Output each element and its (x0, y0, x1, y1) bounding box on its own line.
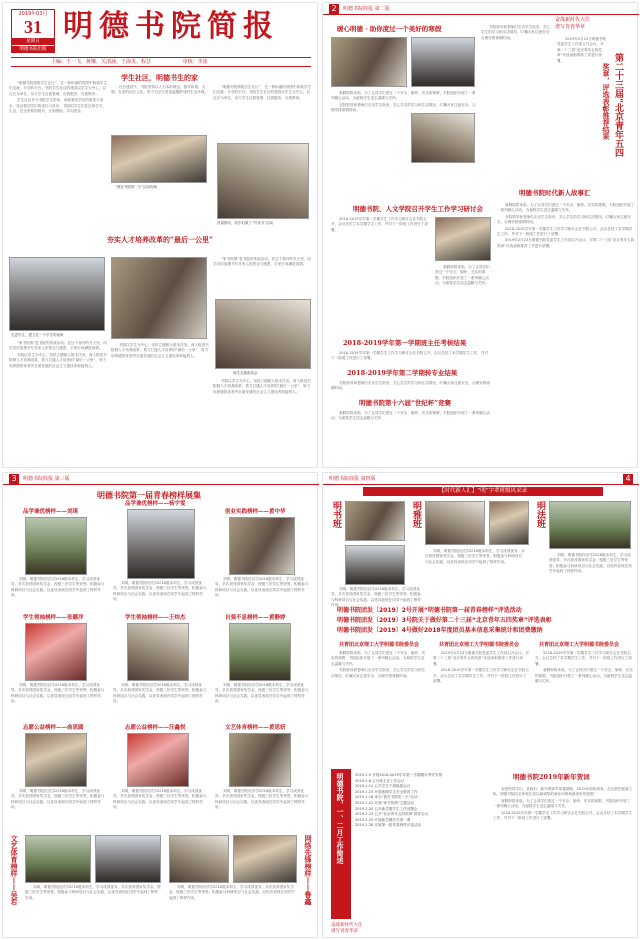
award-body (11, 577, 107, 609)
running-header (3, 473, 319, 485)
article5-body (331, 411, 493, 461)
paragraph: 寒假即将来临，为了让同学们度过一个安全、愉快、充实的寒假，书院组织开展了一系列暖心活动，为留校学生送去温暖与关怀。 (435, 265, 490, 286)
paragraph: 刘琪，明德书院经济学2016级本科生，学习成绩优异，多次获得国家奖学金、校级三好学生等荣誉。积极参与科研项目与社会实践，以优异表现在同学中起到了榜样作用。 (169, 885, 295, 900)
photo-workshop (111, 257, 207, 339)
article3-body (331, 351, 491, 365)
paragraph: 刘琪，明德书院经济学2016级本科生，学习成绩优异，多次获得国家奖学金、校级三好学生等荣誉。积极参与科研项目与社会实践，以优异表现在同学中起到了榜样作用。 (113, 683, 207, 704)
paragraph: 书院领导和老师们走访学生宿舍，关心学生的学习和生活情况，叮嘱大家注意安全，合理安排寒假时间。 (331, 381, 490, 391)
newyear-body (493, 787, 633, 917)
article1-body (9, 81, 107, 251)
timeline-item: 2019.1.5 开展2018-2019学年第一学期期末考试安排 (355, 773, 443, 777)
article2-body-3 (213, 257, 313, 297)
paragraph: “明德书院简报学生社区”，在一种和谐的氛围中构筑学生们交流、分享的平台。书院学生社区的建设以学生为中心，以社区为单位，实行学生自我管理、自我服务、自我教育。 (213, 85, 311, 100)
paragraph: 2018-2019学年第一学期学生工作学习研讨会在书院召开，会议总结了本学期学生工作，并对下一阶段工作进行了部署。 (331, 351, 488, 361)
paragraph: 书院以学生为中心，坚持立德树人根本任务，深入推进书院制人才培养改革，着力打通人才培养的“最后一公里”，努力培养德智体美劳全面发展的社会主义建设者和接班人。 (9, 352, 107, 368)
paragraph: 刘琪，明德书院经济学2016级本科生，学习成绩优异，多次获得国家奖学金、校级三好学生等荣誉。积极参与科研项目与社会实践，以优异表现在同学中起到了榜样作用。 (331, 587, 421, 608)
page-number: 4 (623, 474, 633, 484)
article1-title: 学生社区，明德书生的家 (121, 73, 198, 82)
paragraph: 刘琪，明德书院经济学2016级本科生，学习成绩优异，多次获得国家奖学金、校级三好学生等荣誉。积极参与科研项目与社会实践，以优异表现在同学中起到了榜样作用。 (25, 885, 161, 900)
photo-dorm (411, 37, 475, 87)
article4-title: 2018-2019学年第二学期转专业结果 (347, 369, 458, 377)
paragraph: “家书传情”是书院的传统活动。在这个寒冷的冬天里，同学们用笔墨书写对家人的思念与感恩，字里行间满是真情。 (213, 257, 311, 267)
slogan: 奋战新时代大任 谱写青春华章 (331, 923, 363, 934)
paragraph: 书院以学生为中心，坚持立德树人根本任务，深入推进书院制人才培养改革，着力打通人才培养的“最后一公里”，努力培养德智体美劳全面发展的社会主义建设者和接班人。 (111, 343, 209, 358)
award-body (215, 577, 311, 609)
header-name: 明德书院简报 第四版 (329, 476, 376, 482)
photo-caption: “我在书院的一天”活动现场 (115, 185, 158, 189)
award-body (11, 683, 107, 719)
notice-body (433, 651, 529, 761)
class-body (331, 587, 421, 608)
award-title: 自强不息榜样——黄静婷 (225, 615, 286, 621)
article2-body (331, 217, 431, 335)
paragraph: 刘琪，明德书院经济学2016级本科生，学习成绩优异，多次获得国家奖学金、校级三好学生等荣誉。积极参与科研项目与社会实践，以优异表现在同学中起到了榜样作用。 (549, 553, 632, 574)
award-title: 学生领袖榜样——张璐洋 (23, 615, 84, 621)
article1-body-3 (213, 85, 313, 140)
article2-body (9, 341, 107, 461)
side-body (481, 25, 553, 195)
award-body (113, 581, 209, 609)
page-3 (2, 472, 318, 938)
photo-class (549, 501, 631, 549)
photo-class (345, 545, 405, 585)
award-title-vertical: 文艺体育榜样——吴若 (10, 835, 19, 905)
award-body (215, 683, 311, 719)
photo-caption: 师生交流座谈会 (233, 371, 258, 375)
photo-award (169, 835, 229, 883)
timeline (355, 773, 485, 913)
photo-activity (111, 135, 207, 183)
article2-title: 明德书院、人文学院召开学生工作学习研讨会 (353, 205, 483, 213)
paragraph: 书院领导和老师们走访学生宿舍，关心学生的学习和生活情况，叮嘱大家注意安全，合理安排寒假时间。 (331, 102, 476, 113)
paragraph: 刘琪，明德书院经济学2016级本科生，学习成绩优异，多次获得国家奖学金、校级三好学生等荣誉。积极参与科研项目与社会实践，以优异表现在同学中起到了榜样作用。 (113, 581, 207, 602)
paragraph: 社区建设中，书院坚持以人为本的理念，倡导和谐、文明、友爱的社区文化，努力为学生营造温馨舒适的生活环境。 (111, 85, 209, 95)
award-title: 志愿公益榜样——汪鑫悦 (125, 725, 186, 731)
paragraph: “家书传情”是书院的传统活动。在这个寒冷的冬天里，同学们用笔墨书写对家人的思念与感恩，字里行间满是真情。 (9, 341, 107, 351)
award-body (215, 789, 311, 829)
paragraph: 2018-2019学年第一学期学生工作学习研讨会在书院召开，会议总结了本学期学生工作，并对下一阶段工作进行了部署。 (331, 217, 429, 232)
paragraph: 刘琪，明德书院经济学2016级本科生，学习成绩优异，多次获得国家奖学金、校级三好学生等荣誉。积极参与科研项目与社会实践，以优异表现在同学中起到了榜样作用。 (425, 549, 525, 564)
paragraph: 学生社区作为书院学生的家，承载着同学们的欢笑与泪水，见证着同学们的成长与进步。书院的学生们在这里学习、生活，在这里相知相识，互相帮助，共同进步。 (9, 98, 107, 114)
paragraph: 2018-2019学年第一学期学生工作学习研讨会在书院召开，会议总结了本学期学生工作，并对下一阶段工作进行了部署。 (497, 226, 633, 237)
award-title: 品学兼优榜样——杨宇雯 (125, 501, 186, 507)
photo-caption: 首届期末，同学们做了“写家书”活动 (217, 221, 274, 225)
award-title-vertical: 网络先锋榜样——鲁鑫 (304, 835, 313, 905)
page-1 (2, 2, 318, 468)
header-name: 明德书院简报 第二版 (343, 6, 390, 12)
award-body (113, 789, 209, 829)
paragraph: 2019年2月23日明德书院党委学生工作部召开会议，对第二十三届“北京青年五四奖章”评选表彰推荐工作进行部署。 (433, 651, 529, 666)
paragraph: 寒假即将来临，为了让同学们度过一个安全、愉快、充实的寒假，书院组织开展了一系列暖心活动，为留校学生送去温暖与关怀。 (331, 91, 476, 101)
timeline-item: 2019.1.8 召开班主任工作会议 (355, 778, 405, 783)
notice-body (331, 651, 427, 761)
masthead-title: 明德书院简报 (63, 9, 279, 44)
article1-body-2 (111, 85, 209, 133)
publisher: 明德书院出版 (12, 46, 54, 53)
award-title: 品学兼优榜样——刘琪 (23, 509, 79, 515)
photo-award (229, 733, 291, 787)
photo-award (233, 835, 297, 883)
side-title: 奖章，评选表彰推荐结果 (602, 63, 611, 140)
article5-title: 明德书院第十六届“世纪杯”竞赛 (359, 399, 451, 407)
photo-meeting (215, 299, 311, 369)
timeline-item: 2019.1.11 召开学生干部换届会议 (355, 784, 411, 789)
paragraph: 刘琪，明德书院经济学2016级本科生，学习成绩优异，多次获得国家奖学金、校级三好学生等荣誉。积极参与科研项目与社会实践，以优异表现在同学中起到了榜样作用。 (113, 789, 207, 810)
photo-group (9, 257, 105, 331)
timeline-item: 2019.1.15 开展寒假学生安全教育工作 (355, 789, 418, 794)
photo-award (25, 517, 87, 575)
notice-item: 明德书院团发〔2019〕2号开展“明德书院第一届青春榜样”评选活动 (337, 607, 522, 614)
award-title: 创业实践榜样——黄中华 (225, 509, 286, 515)
paragraph: 刘琪，明德书院经济学2016级本科生，学习成绩优异，多次获得国家奖学金、校级三好学生等荣誉。积极参与科研项目与社会实践，以优异表现在同学中起到了榜样作用。 (215, 683, 309, 704)
section-banner: 【时代新人汇】“明”字辈班级风采录 (363, 487, 603, 496)
notice-item: 明德书院团发〔2019〕3号院关于做好第二十三届“北京青年五四奖章”评选表彰 (337, 617, 552, 624)
paragraph: 刘琪，明德书院经济学2016级本科生，学习成绩优异，多次获得国家奖学金、校级三好学生等荣誉。积极参与科研项目与社会实践，以优异表现在同学中起到了榜样作用。 (215, 577, 309, 598)
paragraph: 书院领导和老师们走访学生宿舍，关心学生的学习和生活情况，叮嘱大家注意安全，合理安排寒假时间。 (331, 668, 426, 678)
photo-award (127, 733, 189, 787)
award-body (25, 885, 161, 933)
paragraph: 2018-2019学年第一学期学生工作学习研讨会在书院召开，会议总结了本学期学生工作，并对下一阶段工作进行了部署。 (493, 810, 632, 821)
class-body (549, 553, 633, 601)
paragraph: 寒假即将来临，为了让同学们度过一个安全、愉快、充实的寒假，书院组织开展了一系列暖心活动，为留校学生送去温暖与关怀。 (493, 798, 631, 809)
paragraph: 2018-2019学年第一学期学生工作学习研讨会在书院召开，会议总结了本学期学生工作，并对下一阶段工作进行了部署。 (433, 668, 529, 684)
class-title: 明书班 (331, 501, 341, 528)
reviewer: 审核：李冰 (182, 59, 208, 65)
paragraph: 2019年2月23日明德书院党委学生工作部召开会议，对第二十三届“北京青年五四奖章”评选表彰推荐工作进行部署。 (497, 238, 635, 248)
timeline-item: 2019.1.18 举办“我在书院的一天”活动 (355, 795, 418, 800)
paragraph: 刘琪，明德书院经济学2016级本科生，学习成绩优异，多次获得国家奖学金、校级三好学生等荣誉。积极参与科研项目与社会实践，以优异表现在同学中起到了榜样作用。 (11, 683, 105, 704)
paragraph: 2019年2月23日明德书院党委学生工作部召开会议，对第二十三届“北京青年五四奖章”评选表彰推荐工作进行部署。 (557, 37, 607, 63)
article3-title: 2018-2019学年第一学期班主任考核结果 (343, 339, 467, 347)
paragraph: 寒假即将来临，为了让同学们度过一个安全、愉快、充实的寒假，书院组织开展了一系列暖心活动，为留校学生送去温暖与关怀。 (331, 411, 490, 421)
photo-award (25, 733, 87, 787)
paragraph: 刘琪，明德书院经济学2016级本科生，学习成绩优异，多次获得国家奖学金、校级三好学生等荣誉。积极参与科研项目与社会实践，以优异表现在同学中起到了榜样作用。 (11, 577, 105, 598)
page-number: 2 (329, 4, 339, 14)
timeline-item: 2019.2.28 开展第一届青春榜样评选活动 (355, 823, 422, 828)
timeline-item: 2019.2.20 召开新学期学生工作部署会 (355, 806, 418, 811)
article2-body-4 (213, 379, 313, 463)
photo-award (25, 623, 87, 681)
article6-body (497, 203, 635, 463)
notice-item: 明德书院团发〔2019〕4号做好2018年度团员基本信息采集统计和团费缴纳 (337, 627, 543, 634)
date-box (11, 9, 55, 53)
editors: 主编：王一飞、蒋娜、关清涵、王海炎、程芸 (51, 59, 152, 65)
date-day: 31 (24, 17, 42, 37)
photo-class (425, 501, 485, 545)
photo-student (217, 143, 309, 219)
side-text (557, 37, 607, 187)
org-name: 共青团北京理工大学明德书院委员会 (539, 642, 620, 648)
article6-title: 明德书院时代新人故事汇 (519, 189, 591, 197)
photo-care (411, 113, 475, 163)
page3-title: 明德书院第一届青春榜样展集 (97, 490, 201, 500)
page-4 (322, 472, 638, 938)
award-body (169, 885, 297, 933)
photo-award (127, 623, 189, 681)
paragraph: 刘琪，明德书院经济学2016级本科生，学习成绩优异，多次获得国家奖学金、校级三好学生等荣誉。积极参与科研项目与社会实践，以优异表现在同学中起到了榜样作用。 (215, 789, 309, 810)
paragraph: 书院领导和老师们走访学生宿舍，关心学生的学习和生活情况，叮嘱大家注意安全，合理安排寒假时间。 (481, 25, 553, 40)
org-name: 共青团北京理工大学明德书院委员会 (439, 642, 520, 648)
award-title: 文艺体育榜样——黄思妍 (225, 725, 286, 731)
paragraph: 寒假即将来临，为了让同学们度过一个安全、愉快、充实的寒假，书院组织开展了一系列暖心活动，为留校学生送去温暖与关怀。 (331, 651, 426, 666)
credits-bar (11, 57, 311, 67)
paragraph: 寒假即将来临，为了让同学们度过一个安全、愉快、充实的寒假，书院组织开展了一系列暖心活动，为留校学生送去温暖与关怀。 (535, 668, 633, 684)
award-title: 学生领袖榜样——王炜杰 (125, 615, 186, 621)
article4-body (331, 381, 491, 395)
running-header (323, 473, 639, 485)
side-title-2: 第二十三届“北京青年五四 (613, 53, 623, 158)
page-number: 3 (9, 474, 19, 484)
paragraph: 亲爱的同学们、老师们：新年的钟声即将敲响，2019年即将到来。在这辞旧迎新之际，明德书院向全体师生致以最诚挚的新年问候和最美好的祝愿！ (493, 787, 633, 797)
paragraph: “明德书院简报学生社区”，在一种和谐的氛围中构筑学生们交流、分享的平台。书院学生社区的建设以学生为中心，以社区为单位，实行学生自我管理、自我服务、自我教育。 (9, 81, 107, 96)
photo-caption: 先进学生，建立在一个学生的视角 (11, 333, 64, 337)
timeline-item: 2019.2.23 召开“北京青年五四奖章”推荐会议 (355, 812, 429, 817)
header-name: 明德书院简报 第三版 (23, 476, 70, 482)
photo-class (345, 501, 405, 541)
photo-seminar (435, 217, 491, 261)
masthead (3, 3, 319, 55)
paragraph: 书院以学生为中心，坚持立德树人根本任务，深入推进书院制人才培养改革，着力打通人才培养的“最后一公里”，努力培养德智体美劳全面发展的社会主义建设者和接班人。 (213, 379, 311, 394)
date-weekday: 星期日 (12, 38, 54, 45)
page-2 (322, 2, 638, 468)
article1-title: 暖心明德 · 助你度过一个美好的寒假 (337, 25, 442, 33)
article2-title: 夯实人才培养改革的“最后一公里” (107, 235, 214, 244)
photo-visit (331, 37, 407, 87)
article2-body-2 (435, 265, 491, 333)
award-title: 志愿公益榜样——俞思圆 (23, 725, 84, 731)
class-title: 明雅班 (411, 501, 421, 528)
award-body (113, 683, 209, 719)
class-title: 明法班 (535, 501, 545, 528)
date-year-month: 2019年03月 (18, 11, 48, 17)
photo-award (95, 835, 161, 883)
paragraph: 书院领导和老师们走访学生宿舍，关心学生的学习和生活情况，叮嘱大家注意安全，合理安排寒假时间。 (497, 214, 631, 225)
paragraph: 寒假即将来临，为了让同学们度过一个安全、愉快、充实的寒假，书院组织开展了一系列暖心活动，为留校学生送去温暖与关怀。 (497, 203, 635, 213)
class-body (425, 549, 525, 601)
org-name: 共青团北京理工大学明德书院委员会 (339, 642, 420, 648)
side-label: 明德书院，一、二月工作简述 (336, 773, 345, 864)
slogan: 奋战新时代大任 谱写青春华章 (555, 17, 591, 30)
article2-body-2 (111, 343, 209, 461)
photo-award (229, 623, 291, 681)
notice-body (535, 651, 633, 761)
award-body (11, 789, 107, 829)
running-header (323, 3, 639, 15)
photo-class (489, 501, 529, 545)
timeline-item: 2019.1.22 开展“家书传情”主题活动 (355, 800, 415, 805)
timeline-item: 2019.2.25 开展新学期开学第一课 (355, 817, 411, 822)
paragraph: 刘琪，明德书院经济学2016级本科生，学习成绩优异，多次获得国家奖学金、校级三好学生等荣誉。积极参与科研项目与社会实践，以优异表现在同学中起到了榜样作用。 (11, 789, 105, 810)
photo-award (127, 509, 195, 579)
photo-award (229, 517, 295, 575)
photo-award (25, 835, 91, 883)
paragraph: 2018-2019学年第一学期学生工作学习研讨会在书院召开，会议总结了本学期学生工作，并对下一阶段工作进行了部署。 (535, 651, 633, 666)
newyear-title: 明德书院2019年新年贺词 (513, 773, 590, 781)
